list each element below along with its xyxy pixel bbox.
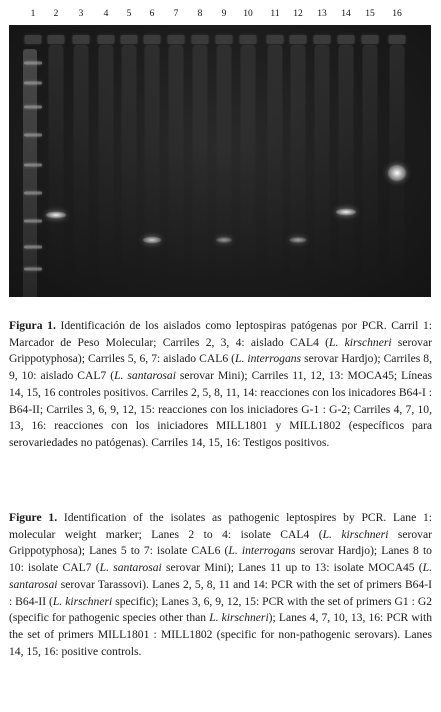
gel-lane-smear [49,45,64,285]
gel-well [290,35,307,44]
ladder-band [24,268,42,271]
pcr-product-band [216,237,232,243]
lane-number: 12 [293,9,303,19]
pcr-product-band [143,237,161,244]
lane-number: 7 [173,9,179,19]
lane-number: 4 [103,9,109,19]
gel-lane-smear [99,45,114,285]
species-name: L. santarosai [114,369,176,383]
gel-well [314,35,331,44]
caption-text: serovar Mini); Lanes 11 up to 13: isolate MOCA45 ( [161,561,423,575]
figure-caption-spanish [9,318,432,452]
species-name: L. kirschneri [209,611,269,625]
gel-well [362,35,379,44]
ladder-band [24,62,42,65]
caption-text: serovar Grippotyphosa); Lanes 5 to 7: isolate CAL6 ( [9,527,432,558]
gel-well [216,35,233,44]
ladder-band [24,246,42,249]
lane-number: 15 [365,9,375,19]
gel-lane-smear [74,45,89,285]
gel-well [121,35,138,44]
species-name: L. santarosai [99,561,162,575]
gel-lane-smear [145,45,160,285]
ladder-band [24,106,42,109]
lane-number: 16 [392,9,402,19]
gel-lane-smear [291,45,306,285]
pcr-product-band [388,165,406,181]
gel-well [240,35,257,44]
caption-text: ); Lanes 4, 7, 10, 13, 16: PCR with the set of primers MILL1801 : MILL1802 (specific for non-pathogenic serovars). Lanes 14, 15, 16: positive controls. [9,611,432,658]
species-name: L. kirschneri [322,527,389,541]
lane-number: 13 [317,9,327,19]
gel-figure [0,0,441,305]
caption-text: serovar Hardjo); Carriles 8, 9, 10: aislado CAL7 ( [9,352,432,383]
caption-text: serovar Grippotyphosa); Carriles 5, 6, 7: aislado CAL6 ( [9,335,432,366]
ladder-band [24,192,42,195]
gel-lane-smear [315,45,330,285]
caption-text: Identification of the isolates as pathogenic leptospires by PCR. Lane 1: molecular weight marker; Lanes 2 to 4: isolate CAL4 ( [9,511,432,541]
pcr-product-band [46,212,66,219]
gel-lane-smear [339,45,354,285]
caption-text: serovar Mini); Carriles 11, 12, 13: MOCA45; Líneas 14, 15, 16 controles positivos. Carriles 2, 5, 8, 11, 14: reacciones con los inicadores B64-I : B64-II; Carriles 3, 6, 9, 12, 15: reacciones con los iniciadores G-1 : G-2; Carriles 4, 7, 10, 13, 16: reacciones con los iniciadores MILL1801 y MILL1802 (específicos para serovariedades no patógenas). Carriles 14, 15, 16: Testigos positivos. [9,369,433,449]
caption-text: serovar Tarassovi). Lanes 2, 5, 8, 11 and 14: PCR with the set of primers B64-I : B64-II ( [9,577,432,608]
gel-lane-smear [363,45,378,285]
caption-label: Figura 1. [9,319,56,332]
lane-number: 5 [126,9,132,19]
gel-well [267,35,284,44]
gel-well [25,35,42,44]
lane-number: 2 [53,9,59,19]
caption-body [9,511,432,658]
gel-lane-smear [169,45,184,285]
pcr-product-band [336,209,356,216]
gel-well [192,35,209,44]
lane-number: 1 [30,9,36,19]
ladder-band [24,164,42,167]
gel-well [73,35,90,44]
caption-text: Identificación de los aislados como leptospiras patógenas por PCR. Carril 1: Marcador de Peso Molecular; Carriles 2, 3, 4: aislado CAL4 ( [9,319,432,349]
gel-lane-smear [122,45,137,285]
caption-body [9,319,432,449]
pcr-product-band [290,237,307,243]
gel-well [144,35,161,44]
species-name: L. kirschneri [329,335,392,349]
species-name: L. kirschneri [52,594,113,608]
gel-lane-smear [241,45,256,285]
species-name: L. interrogans [228,544,296,558]
lane-number: 14 [341,9,351,19]
ladder-band [24,82,42,85]
figure-caption-english [9,510,432,660]
gel-well [389,35,406,44]
gel-well [98,35,115,44]
gel-well [48,35,65,44]
lane-number: 3 [78,9,84,19]
lane-number: 8 [197,9,203,19]
molecular-weight-ladder [23,49,37,297]
gel-lane-smear [193,45,208,285]
gel-well [338,35,355,44]
gel-lane-smear [268,45,283,285]
lane-number: 11 [270,9,280,19]
gel-well [168,35,185,44]
caption-text: specific); Lanes 3, 6, 9, 12, 15: PCR with the set of primers G1 : G2 (specific for pathogenic species other than [9,594,432,625]
ladder-band [24,220,42,223]
caption-label: Figure 1. [9,511,58,524]
species-name: L. santarosai [9,561,433,591]
lane-number: 10 [243,9,253,19]
gel-electrophoresis-image [9,25,431,297]
gel-lane-smear [217,45,232,285]
species-name: L. interrogans [235,352,302,366]
lane-number: 6 [149,9,155,19]
caption-text: serovar Hardjo); Lanes 8 to 10: isolate CAL7 ( [9,544,432,575]
lane-number: 9 [221,9,227,19]
ladder-band [24,134,42,137]
